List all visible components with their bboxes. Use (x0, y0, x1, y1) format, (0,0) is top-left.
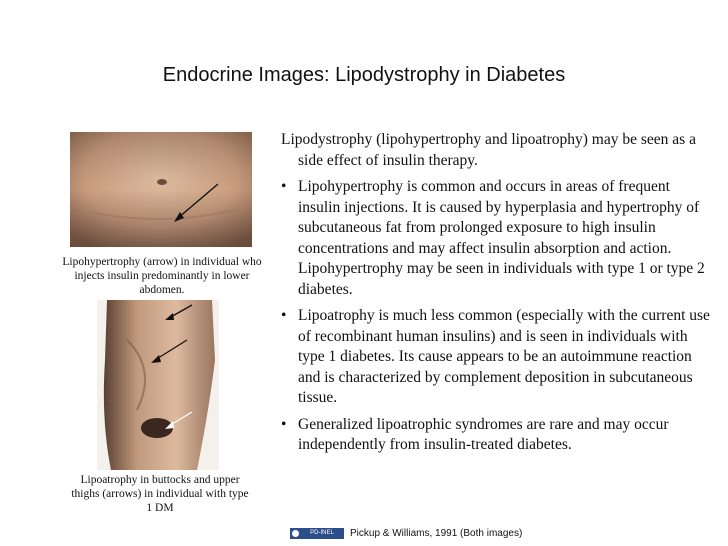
body-text (281, 130, 711, 462)
license-icon (292, 530, 299, 537)
bullet-item (281, 177, 711, 300)
bullet-icon: • (281, 415, 287, 433)
buttocks-illustration (97, 300, 219, 470)
bullet-text: Lipoatrophy is much less common (especially with the current use of recombinant human insulins) and is seen in individuals with type 1 diabetes. Its cause appears to be an autoimmune reaction and is characterized by complement deposition in subcutaneous tissue. (298, 307, 710, 406)
credit-text: Pickup & Williams, 1991 (Both images) (350, 527, 523, 539)
slide-title: Endocrine Images: Lipodystrophy in Diabetes (162, 64, 566, 86)
intro-paragraph: Lipodystrophy (lipohypertrophy and lipoatrophy) may be seen as a side effect of insulin therapy. (281, 131, 696, 169)
bullet-text: Lipohypertrophy is common and occurs in areas of frequent insulin injections. It is caused by hyperplasia and hypertrophy of subcutaneous fat from prolonged exposure to high insulin concentrations and may affect insulin absorption and action. Lipohypertrophy may be seen in individuals with type 1 or type 2 diabetes. (298, 178, 705, 298)
figure-caption-2: Lipoatrophy in buttocks and upper thighs (arrows) in individual with type 1 DM (71, 474, 249, 514)
bullet-text: Generalized lipoatrophic syndromes are rare and may occur independently from insulin-treated diabetes. (298, 415, 669, 453)
figure-caption-1: Lipohypertrophy (arrow) in individual who injects insulin predominantly in lower abdomen. (62, 256, 262, 296)
license-badge[interactable]: PD-INEL (290, 528, 344, 539)
bullet-icon: • (281, 307, 287, 324)
bullet-item (281, 415, 711, 456)
abdomen-photo (70, 132, 252, 247)
abdomen-illustration (70, 132, 252, 247)
bullet-icon: • (281, 178, 287, 195)
buttocks-thigh-photo (97, 300, 219, 470)
bullet-item (281, 306, 711, 409)
image-credit (290, 527, 522, 539)
